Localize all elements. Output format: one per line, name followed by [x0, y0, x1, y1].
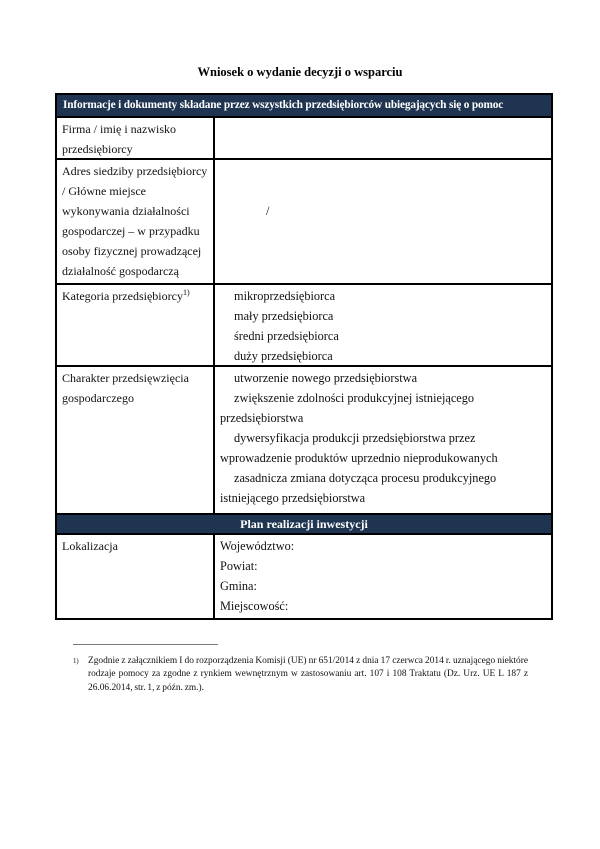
row-kategoria-label [57, 285, 215, 365]
lokalizacja-field-powiat: Powiat: [220, 559, 258, 573]
footnote-marker: 1) [73, 658, 79, 665]
footnote [73, 655, 528, 695]
lokalizacja-field-miejscowosc: Miejscowość: [220, 599, 289, 613]
section-header-informacje: Informacje i dokumenty składane przez wszystkich przedsiębiorców ubiegających się o pomoc [57, 95, 551, 118]
lokalizacja-field-gmina: Gmina: [220, 579, 257, 593]
footnote-text: Zgodnie z załącznikiem I do rozporządzenia Komisji (UE) nr 651/2014 z dnia 17 czerwca 2014 r. uznającego niektóre rodzaje pomocy za zgodne z rynkiem wewnętrznym w zastosowaniu art. 107 i 108 Traktatu (Dz. Urz. UE L 187 z 26.06.2014, str. 1, z późn. zm.). [88, 656, 528, 693]
footnote-separator-line [73, 644, 218, 645]
table-row-firma [57, 118, 551, 160]
row-lokalizacja-fields-cell [215, 535, 551, 618]
row-firma-label: Firma / imię i nazwisko przedsiębiorcy [57, 118, 215, 158]
table-row-kategoria [57, 285, 551, 367]
charakter-option: dywersyfikacja produkcji przedsiębiorstwa przez wprowadzenie produktów uprzednio nieprodukowanych [220, 431, 498, 465]
section-header-plan-realizacji: Plan realizacji inwestycji [57, 515, 551, 535]
row-charakter-options-cell [215, 367, 551, 513]
table-row-charakter [57, 367, 551, 515]
row-lokalizacja-label: Lokalizacja [57, 535, 215, 618]
kategoria-option: średni przedsiębiorca [234, 329, 339, 343]
footnote-reference-marker: 1) [182, 288, 190, 297]
row-adres-value-cell [215, 160, 551, 283]
kategoria-option: mały przedsiębiorca [234, 309, 334, 323]
address-separator-slash: / [266, 204, 270, 218]
charakter-option: utworzenie nowego przedsiębiorstwa [234, 371, 418, 385]
row-firma-value-cell [215, 118, 551, 158]
charakter-option: zasadnicza zmiana dotycząca procesu produkcyjnego istniejącego przedsiębiorstwa [220, 471, 497, 505]
kategoria-option: mikroprzedsiębiorca [234, 289, 336, 303]
empty-line [220, 161, 545, 181]
page-title: Wniosek o wydanie decyzji o wsparciu [197, 65, 403, 79]
row-kategoria-options-cell [215, 285, 551, 365]
kategoria-option: duży przedsiębiorca [234, 349, 333, 363]
table-row-adres [57, 160, 551, 285]
kategoria-label-text: Kategoria przedsiębiorcy [62, 289, 183, 303]
row-charakter-label: Charakter przedsięwzięcia gospodarczego [57, 367, 215, 513]
lokalizacja-field-wojewodztwo: Województwo: [220, 539, 295, 553]
empty-line [220, 181, 545, 201]
table-row-lokalizacja [57, 535, 551, 618]
row-adres-label: Adres siedziby przedsiębiorcy / Główne miejsce wykonywania działalności gospodarczej – w przypadku osoby fizycznej prowadzącej działalność gospodarczą [57, 160, 215, 283]
charakter-option: zwiększenie zdolności produkcyjnej istniejącego przedsiębiorstwa [220, 391, 475, 425]
form-table [55, 93, 553, 620]
